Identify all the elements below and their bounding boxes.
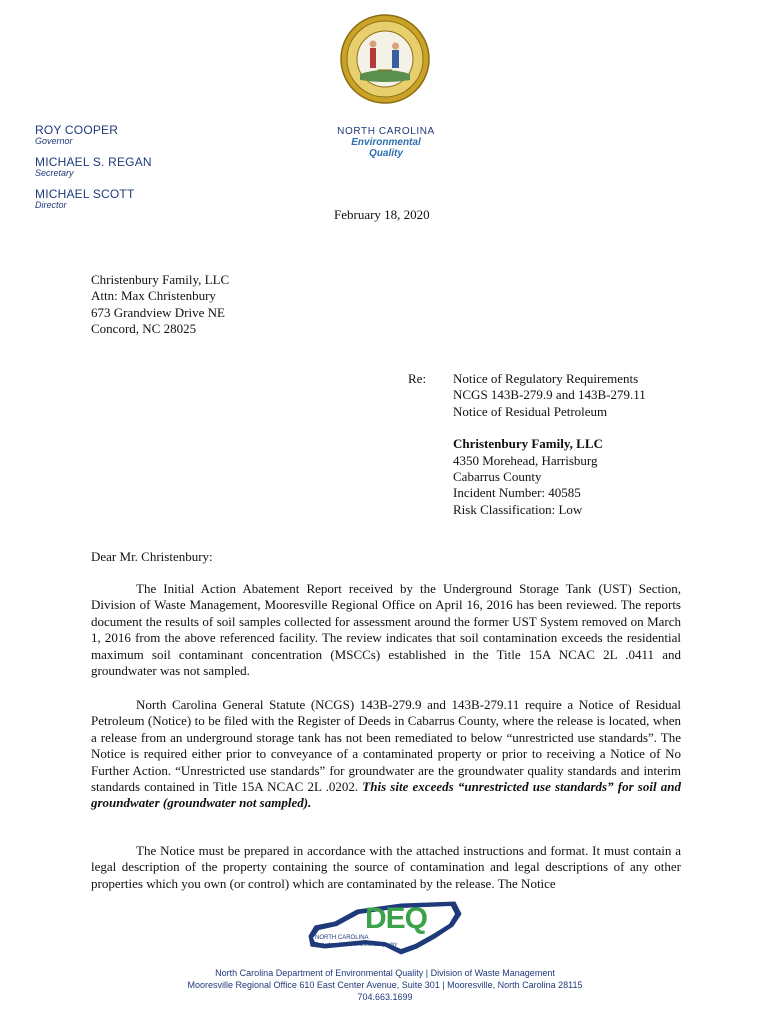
re-subject-line: NCGS 143B-279.9 and 143B-279.11 (453, 387, 646, 403)
paragraph-2-text: North Carolina General Statute (NCGS) 143B-279.9 and 143B-279.11 require a Notice of Residual Petroleum (Notice) to be filed with the Register of Deeds in Cabarrus County, where the release is located, when a release from an underground storage tank has not been remediated to below “unrestricted use standards”. The Notice is required either prior to conveyance of a contaminated property or prior to receiving a Notice of No Further Action. “Unrestricted use standards” for groundwater are the groundwater quality standards and interim standards contained in Title 15A NCAC 2L .0202. (91, 697, 681, 795)
facility-name: Christenbury Family, LLC (453, 436, 603, 452)
deq-logo-line-1: NORTH CAROLINA (315, 935, 369, 941)
official-name: ROY COOPER (35, 123, 119, 137)
paragraph-2 (91, 697, 681, 812)
re-label: Re: (408, 371, 427, 386)
official-name: MICHAEL S. REGAN (35, 155, 152, 169)
agency-line-1: NORTH CAROLINA (337, 126, 435, 137)
paragraph-3: The Notice must be prepared in accordance with the attached instructions and format. It must contain a legal description of the property containing the source of contamination and legal descriptions of any other properties which you own (or control) which are contaminated by the release. The Notice (91, 843, 681, 891)
re-subject (453, 371, 646, 518)
agency-line-2: Environmental Quality (351, 137, 421, 159)
official-title: Director (35, 200, 67, 210)
facility-detail: Cabarrus County (453, 469, 542, 485)
recipient-line: Christenbury Family, LLC (91, 272, 230, 287)
recipient-address (91, 272, 229, 338)
facility-detail: Risk Classification: Low (453, 501, 583, 517)
re-subject-line: Notice of Residual Petroleum (453, 403, 608, 419)
officials-block (35, 123, 152, 210)
nc-state-seal (340, 14, 430, 104)
facility-detail: Incident Number: 40585 (453, 485, 581, 501)
deq-mark: DEQ (365, 902, 428, 935)
footer-line-2: Mooresville Regional Office 610 East Center Avenue, Suite 301 | Mooresville, North Carolina 28115 (187, 980, 583, 990)
paragraph-2-emphasis: This site exceeds “unrestricted use standards” for soil and groundwater (groundwater not sampled). (91, 779, 681, 811)
footer-line-1: North Carolina Department of Environmental Quality | Division of Waste Management (215, 968, 555, 978)
re-subject-line: Notice of Regulatory Requirements (453, 371, 639, 386)
official-title: Governor (35, 136, 73, 146)
letter-date: February 18, 2020 (334, 207, 430, 222)
facility-detail: 4350 Morehead, Harrisburg (453, 452, 598, 468)
deq-logo (305, 896, 465, 958)
recipient-line: Attn: Max Christenbury (91, 288, 216, 304)
official-title: Secretary (35, 168, 74, 178)
footer-line-3: 704.663.1699 (357, 992, 413, 1002)
salutation: Dear Mr. Christenbury: (91, 549, 213, 564)
official-name: MICHAEL SCOTT (35, 187, 135, 201)
paragraph-1: The Initial Action Abatement Report received by the Underground Storage Tank (UST) Section, Division of Waste Management, Mooresville Regional Office on April 16, 2016 has been reviewed. The reports document the results of soil samples collected for assessment around the former UST System removed on March 1, 2016 from the above referenced facility. The review indicates that soil contamination exceeds the residential maximum soil contaminant concentration (MSCCs) established in the Title 15A NCAC 2L .0411 and groundwater was not sampled. (91, 581, 681, 679)
agency-name (336, 126, 436, 159)
recipient-line: 673 Grandview Drive NE (91, 304, 225, 320)
deq-logo-line-2: Department of Environmental Quality (315, 942, 397, 948)
recipient-line: Concord, NC 28025 (91, 321, 197, 337)
